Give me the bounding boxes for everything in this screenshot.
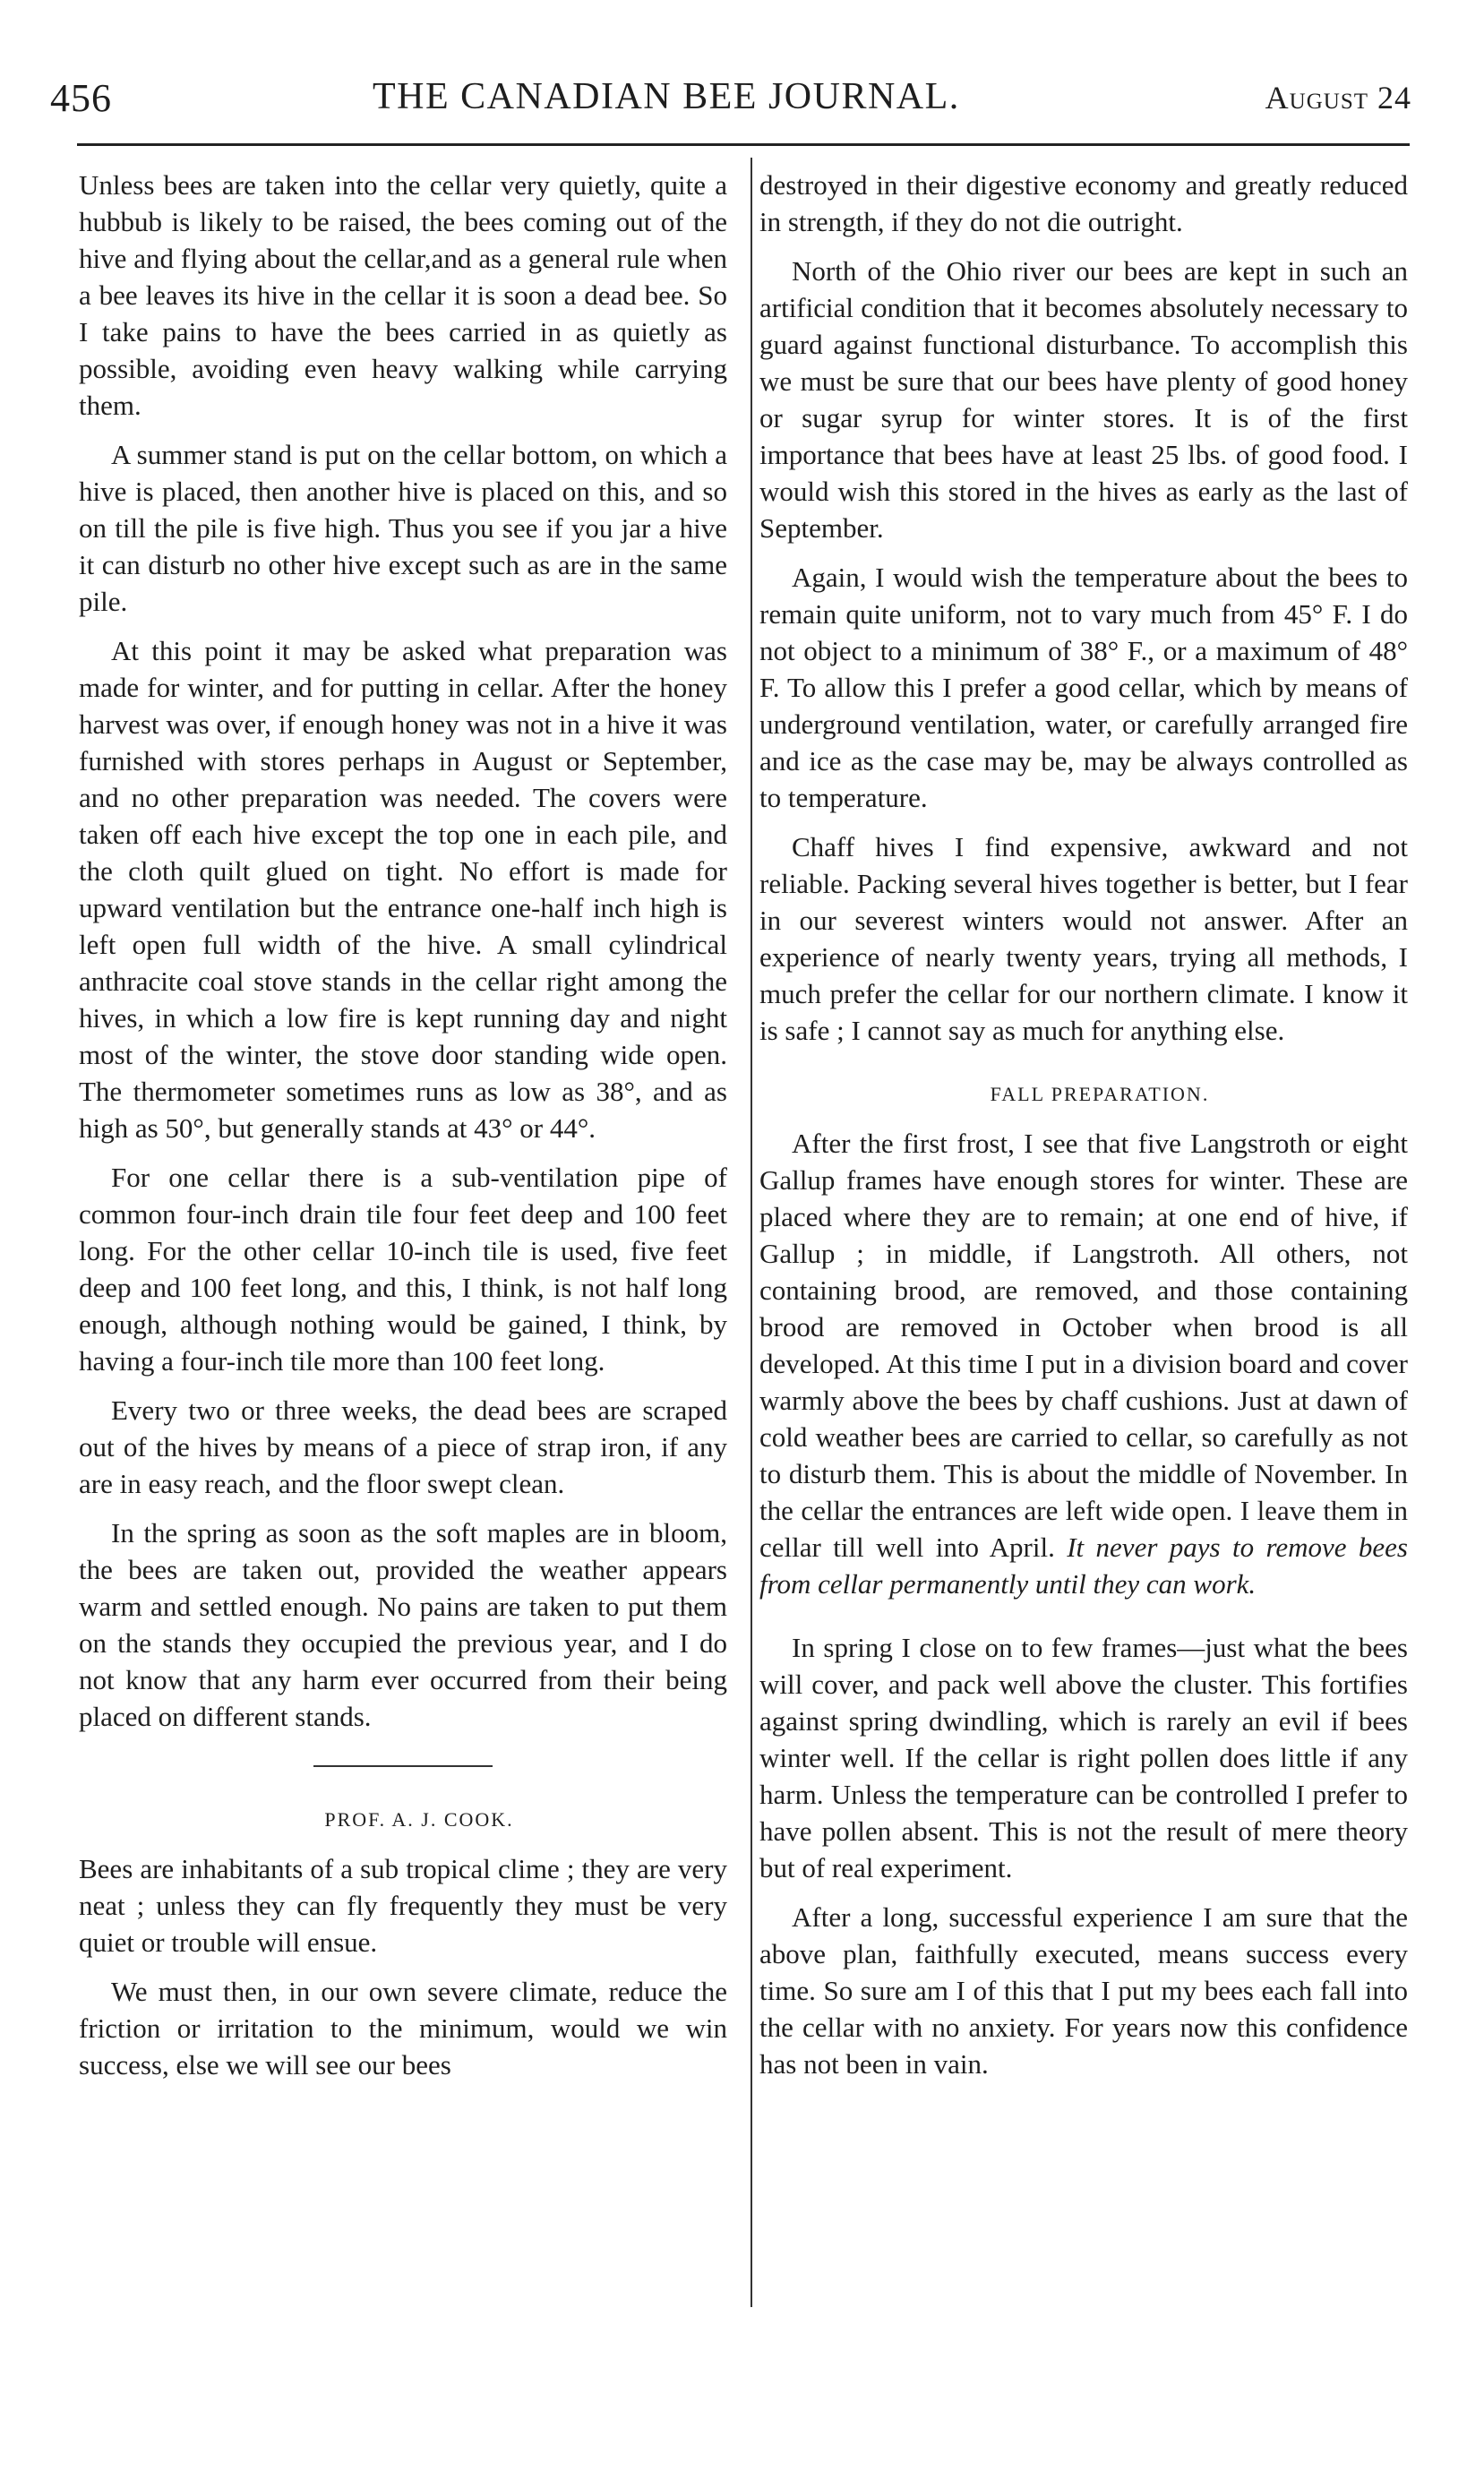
paragraph: For one cellar there is a sub-ventilation pipe of common four-inch drain tile four feet deep and 100 feet long. For the other cellar 10-inch tile is used, five feet deep and 100 feet long, and this, I think, is not half long enough, although nothing would be gained, I think, by having a four-inch tile more than 100 feet long.: [79, 1162, 727, 1377]
paragraph: Unless bees are taken into the cellar very quietly, quite a hubbub is likely to be raised, the bees coming out of the hive and flying about the cellar,and as a general rule when a bee leaves its hive in the cellar it is soon a dead bee. So I take pains to have the bees carried in as quietly as possible, avoiding even heavy walking while carrying them.: [79, 169, 727, 421]
paragraph: Chaff hives I find expensive, awkward and not reliable. Packing several hives together is better, but I fear in our severest winters would not answer. After an experience of nearly twenty years, trying all methods, I much prefer the cellar for our northern climate. I know it is safe ; I cannot say as much for anything else.: [759, 831, 1408, 1046]
section-heading-author: PROF. A. J. COOK.: [324, 1808, 514, 1831]
paragraph: A summer stand is put on the cellar bottom, on which a hive is placed, then another hive is placed on this, and so on till the pile is five high. Thus you see if you jar a hive it can disturb no other hive except such as are in the same pile.: [79, 439, 727, 617]
paragraph: After a long, successful experience I am sure that the above plan, faithfully executed, means success every time. So sure am I of this that I put my bees each fall into the cellar with no anxiety. For years now this confidence has not been in vain.: [759, 1901, 1408, 2080]
paragraph: North of the Ohio river our bees are kept in such an artificial condition that it becomes absolutely necessary to guard against functional disturbance. To accomplish this we must be sure that our bees have plenty of good honey or sugar syrup for winter stores. It is of the first importance that bees have at least 25 lbs. of good food. I would wish this stored in the hives as early as the last of September.: [759, 255, 1408, 544]
paragraph-text: After the first frost, I see that five Langstroth or eight Gallup frames have enough stores for winter. These are placed where they are to remain; at one end of hive, if Gallup ; in middle, if Langstroth. All others, not containing brood, are removed, and those containing brood are removed in October when brood is all developed. At this time I put in a division board and cover warmly above the bees by chaff cushions. Just at dawn of cold weather bees are carried to cellar, so carefully as not to disturb them. This is about the middle of November. In the cellar the entrances are left wide open. I leave them in cellar till well into April.: [759, 1128, 1408, 1563]
paragraph: [759, 1125, 1408, 1602]
issue-date: August 24: [1265, 80, 1411, 116]
paragraph: We must then, in our own severe climate, reduce the friction or irritation to the minimum, would we win success, else we will see our bees: [79, 1976, 727, 2080]
italic-emphasis: It never pays to remove bees from cellar permanently until they can work.: [759, 1531, 1408, 1600]
paragraph-continuation: destroyed in their digestive economy and greatly reduced in strength, if they do not die outright.: [759, 169, 1408, 237]
page-number: 456: [50, 76, 112, 120]
paragraph: In the spring as soon as the soft maples are in bloom, the bees are taken out, provided the weather appears warm and settled enough. No pains are taken to put them on the stands they occupied the previous year, and I do not know that any harm ever occurred from their being placed on different stands.: [79, 1517, 727, 1732]
paragraph: Every two or three weeks, the dead bees are scraped out of the hives by means of a piece of strap iron, if any are in easy reach, and the floor swept clean.: [79, 1394, 727, 1499]
paragraph: Again, I would wish the temperature about the bees to remain quite uniform, not to vary much from 45° F. I do not object to a minimum of 38° F., or a maximum of 48° F. To allow this I prefer a good cellar, which by means of underground ventilation, water, or carefully arranged fire and ice as the case may be, may be always controlled as to temperature.: [759, 562, 1408, 813]
left-column: [79, 167, 727, 2096]
section-divider: [313, 1765, 493, 1767]
header-rule: [77, 143, 1410, 146]
section-heading-fall-preparation: FALL PREPARATION.: [990, 1083, 1210, 1105]
paragraph: In spring I close on to few frames—just what the bees will cover, and pack well above the cluster. This fortifies against spring dwindling, which is rarely an evil if bees winter well. If the cellar is right pollen does little if any harm. Unless the temperature can be controlled I prefer to have pollen absent. This is not the result of mere theory but of real experiment.: [759, 1632, 1408, 1883]
column-divider: [751, 158, 752, 2307]
paragraph: Bees are inhabitants of a sub tropical clime ; they are very neat ; unless they can fly frequently they must be very quiet or trouble will ensue.: [79, 1853, 727, 1958]
journal-title: THE CANADIAN BEE JOURNAL.: [373, 76, 960, 117]
paragraph: At this point it may be asked what preparation was made for winter, and for putting in cellar. After the honey harvest was over, if enough honey was not in a hive it was furnished with stores perhaps in August or September, and no other preparation was needed. The covers were taken off each hive except the top one in each pile, and the cloth quilt glued on tight. No effort is made for upward ventilation but the entrance one-half inch high is left open full width of the hive. A small cylindrical anthracite coal stove stands in the cellar right among the hives, in which a low fire is kept running day and night most of the winter, the stove door standing wide open. The thermometer sometimes runs as low as 38°, and as high as 50°, but generally stands at 43° or 44°.: [79, 635, 727, 1144]
right-column: [759, 167, 1408, 2095]
page-header: [50, 75, 1411, 138]
